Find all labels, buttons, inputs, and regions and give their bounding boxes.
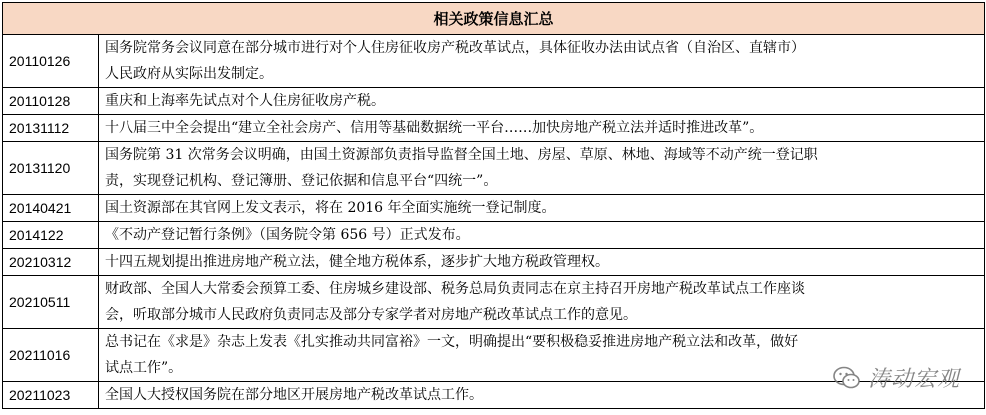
row-description	[99, 276, 985, 329]
table-row	[3, 329, 985, 382]
row-description	[99, 382, 985, 409]
description-line: 十四五规划提出推进房地产税立法，健全地方税体系，逐步扩大地方税政管理权。	[105, 254, 609, 270]
description-line: 国务院常务会议同意在部分城市进行对个人住房征收房产税改革试点，具体征收办法由试点省（自治区、直辖市）	[105, 40, 805, 56]
description-line: 人民政府从实际出发制定。	[105, 66, 273, 82]
policy-table	[2, 2, 985, 409]
description-line: 财政部、全国人大常委会预算工委、住房城乡建设部、税务总局负责同志在京主持召开房地产税改革试点工作座谈	[105, 281, 805, 297]
description-line: 国务院第 31 次常务会议明确，由国土资源部负责指导监督全国土地、房屋、草原、林地、海域等不动产统一登记职	[105, 147, 818, 163]
row-date: 20131120	[3, 142, 99, 195]
row-description	[99, 222, 985, 249]
description-line: 《不动产登记暂行条例》（国务院令第 656 号）正式发布。	[105, 227, 470, 243]
row-date: 20110126	[3, 35, 99, 88]
table-row	[3, 115, 985, 142]
row-date: 20110128	[3, 88, 99, 115]
row-description	[99, 329, 985, 382]
row-description	[99, 195, 985, 222]
table-row	[3, 222, 985, 249]
row-description	[99, 88, 985, 115]
row-date: 2014122	[3, 222, 99, 249]
row-date: 20131112	[3, 115, 99, 142]
description-line: 会，听取部分城市人民政府负责同志及部分专家学者对房地产税改革试点工作的意见。	[105, 307, 637, 323]
row-description	[99, 142, 985, 195]
row-description	[99, 249, 985, 276]
description-line: 十八届三中全会提出“建立全社会房产、信用等基础数据统一平台……加快房地产税立法并适时推进改革”。	[105, 120, 764, 136]
table-row	[3, 88, 985, 115]
table-header-row	[3, 3, 985, 35]
row-date: 20140421	[3, 195, 99, 222]
table-row	[3, 35, 985, 88]
row-date: 20211016	[3, 329, 99, 382]
description-line: 全国人大授权国务院在部分地区开展房地产税改革试点工作。	[105, 387, 483, 403]
table-body	[3, 35, 985, 409]
table-row	[3, 276, 985, 329]
row-date: 20210511	[3, 276, 99, 329]
table-row	[3, 142, 985, 195]
watermark-text: 涛动宏观	[867, 367, 960, 392]
row-date: 20211023	[3, 382, 99, 409]
description-line: 重庆和上海率先试点对个人住房征收房产税。	[105, 93, 385, 109]
row-description	[99, 115, 985, 142]
policy-table-container	[2, 2, 984, 409]
description-line: 总书记在《求是》杂志上发表《扎实推动共同富裕》一文，明确提出“要积极稳妥推进房地产税立法和改革，做好	[105, 334, 799, 350]
row-description	[99, 35, 985, 88]
description-line: 责，实现登记机构、登记簿册、登记依据和信息平台“四统一”。	[105, 173, 498, 189]
table-row	[3, 382, 985, 409]
row-date: 20210312	[3, 249, 99, 276]
description-line: 试点工作”。	[105, 360, 183, 376]
table-row	[3, 249, 985, 276]
table-row	[3, 195, 985, 222]
table-title: 相关政策信息汇总	[3, 3, 985, 35]
description-line: 国土资源部在其官网上发文表示，将在 2016 年全面实施统一登记制度。	[105, 200, 556, 216]
